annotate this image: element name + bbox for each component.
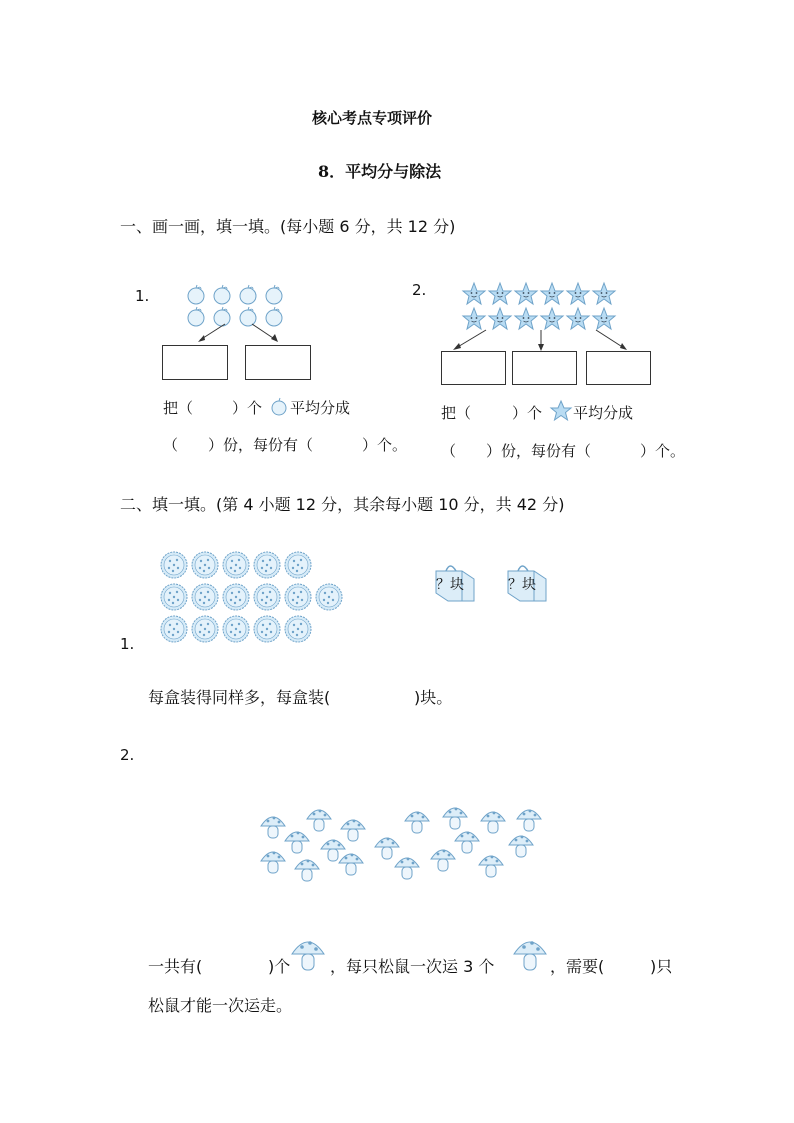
cookie-icon <box>285 552 311 578</box>
mushroom-icon <box>285 832 309 853</box>
q1-text-f: ）个。 <box>362 436 408 454</box>
star-face-icon <box>463 308 485 329</box>
mushroom-icon <box>321 840 345 861</box>
mushroom-icon <box>431 850 455 871</box>
question-number: 1. <box>135 287 150 305</box>
mushroom-icon <box>512 934 548 974</box>
q2-text-d: （ <box>441 442 457 460</box>
q2-2-text-e: )只 <box>650 957 673 976</box>
q2-2-text-a: 一共有( <box>148 957 203 976</box>
q2-text-f: ）个。 <box>640 442 686 460</box>
star-face-icon <box>541 308 563 329</box>
page-subtitle: 8．平均分与除法 <box>318 162 442 181</box>
cookie-icon <box>192 552 218 578</box>
mushroom-icon <box>443 808 467 829</box>
mushroom-icon <box>339 854 363 875</box>
mushroom-icon <box>481 812 505 833</box>
answer-box-1[interactable] <box>441 351 506 385</box>
q1-text-a: 把（ <box>163 399 194 417</box>
q1-text-c: 平均分成 <box>290 399 351 417</box>
mushroom-icon <box>395 858 419 879</box>
q2-text-a: 把（ <box>441 404 472 422</box>
cookie-icon <box>192 584 218 610</box>
mushroom-icon <box>509 836 533 857</box>
star-face-group <box>462 282 622 332</box>
mushroom-icon <box>455 832 479 853</box>
cookie-icon <box>285 616 311 642</box>
star-face-icon <box>593 283 615 304</box>
mushroom-icon <box>405 812 429 833</box>
answer-box-2[interactable] <box>245 345 311 380</box>
star-face-icon <box>550 400 572 422</box>
cookie-icon <box>161 552 187 578</box>
gift-box-1 <box>432 559 478 605</box>
mushroom-icon <box>261 817 285 838</box>
star-face-icon <box>463 283 485 304</box>
q2-1-text-b: )块。 <box>414 688 453 707</box>
mushroom-icon <box>295 860 319 881</box>
cookie-icon <box>285 584 311 610</box>
apple-icon <box>214 285 230 304</box>
cookie-icon <box>161 584 187 610</box>
apple-icon <box>266 285 282 304</box>
page-title: 核心考点专项评价 <box>312 109 433 127</box>
cookie-icon <box>254 552 280 578</box>
star-face-icon <box>567 308 589 329</box>
q2-text-c: 平均分成 <box>573 404 634 422</box>
cookie-icon <box>223 552 249 578</box>
answer-box-2[interactable] <box>512 351 577 385</box>
star-face-icon <box>593 308 615 329</box>
q2-2-text-b: )个 <box>268 957 291 976</box>
mushroom-icon <box>375 838 399 859</box>
q1-text-e: ）份，每份有（ <box>208 436 314 454</box>
star-face-icon <box>567 283 589 304</box>
answer-box-3[interactable] <box>586 351 651 385</box>
section-1-heading: 一、画一画，填一填。(每小题 6 分，共 12 分) <box>120 217 456 236</box>
mushroom-icon <box>307 810 331 831</box>
apple-icon <box>270 397 288 415</box>
apple-group <box>186 284 286 324</box>
box-label: ？块 <box>436 577 464 593</box>
q2-2-text-d: ，需要( <box>550 957 605 976</box>
mushroom-icon <box>261 852 285 873</box>
gift-box-2 <box>504 559 550 605</box>
cookie-icon <box>192 616 218 642</box>
mushroom-icon <box>290 934 326 974</box>
mushroom-icon <box>517 810 541 831</box>
question-number: 2. <box>412 281 427 299</box>
question-number: 1. <box>120 635 135 653</box>
q2-1-text-a: 每盒装得同样多，每盒装( <box>148 688 331 707</box>
star-face-icon <box>515 308 537 329</box>
q2-text-b: ）个 <box>512 404 543 422</box>
q1-text-d: （ <box>163 436 179 454</box>
cookie-icon <box>316 584 342 610</box>
answer-box-1[interactable] <box>162 345 228 380</box>
q1-text-b: ）个 <box>232 399 263 417</box>
cookie-icon <box>254 584 280 610</box>
cookie-icon <box>161 616 187 642</box>
apple-icon <box>188 285 204 304</box>
box-label: ？块 <box>508 577 536 593</box>
cookie-group <box>160 551 350 651</box>
mushroom-group <box>254 797 554 897</box>
cookie-icon <box>254 616 280 642</box>
mushroom-icon <box>341 820 365 841</box>
mushroom-icon <box>479 856 503 877</box>
section-2-heading: 二、填一填。(第 4 小题 12 分，其余每小题 10 分，共 42 分) <box>120 495 565 514</box>
cookie-icon <box>223 584 249 610</box>
star-face-icon <box>489 308 511 329</box>
q2-text-e: ）份，每份有（ <box>486 442 592 460</box>
cookie-icon <box>223 616 249 642</box>
star-face-icon <box>541 283 563 304</box>
question-number: 2. <box>120 746 135 764</box>
star-face-icon <box>515 283 537 304</box>
q2-2-text-c: ，每只松鼠一次运 3 个 <box>330 957 495 976</box>
apple-icon <box>240 285 256 304</box>
star-face-icon <box>489 283 511 304</box>
q2-2-text-f: 松鼠才能一次运走。 <box>148 996 293 1015</box>
